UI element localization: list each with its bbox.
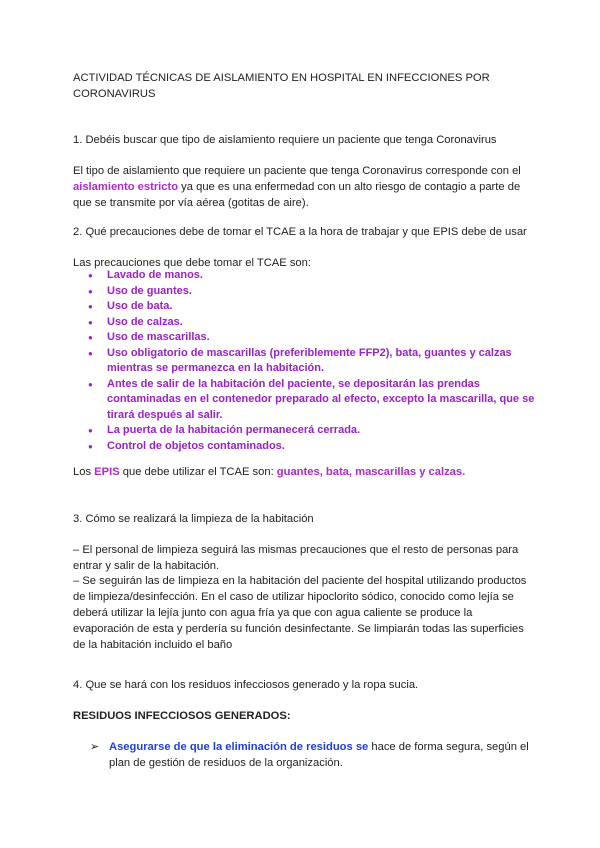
precautions-list [88,268,538,454]
waste-item-rest: hace de forma segura, según el plan de gestión de residuos de la organización. [109,741,529,769]
waste-item-highlight: Asegurarse de que la eliminación de residuos se [109,741,369,753]
epis-list: guantes, bata, mascarillas y calzas. [276,466,466,478]
answer-1-highlight: aislamiento estricto [73,181,179,193]
question-1: 1. Debéis buscar que tipo de aislamiento requiere un paciente que tenga Coronavirus [73,134,497,146]
answer-1-pre: El tipo de aislamiento que requiere un paciente que tenga Coronavirus corresponde con el [73,165,521,177]
list-item: ● Control de objetos contaminados. [88,439,538,455]
list-item: ● La puerta de la habitación permanecerá cerrada. [88,423,538,439]
list-item: ● Uso de guantes. [88,284,538,300]
list-item: ● Uso de bata. [88,299,538,315]
list-item: ● Uso obligatorio de mascarillas (preferiblemente FFP2), bata, guantes y calzas mientras se permanezca en la habitación. [88,346,538,377]
question-4: 4. Que se hará con los residuos infecciosos generado y la ropa sucia. [73,679,419,691]
list-item: ● Uso de mascarillas. [88,330,538,346]
list-item: ● Uso de calzas. [88,315,538,331]
waste-heading: RESIDUOS INFECCIOSOS GENERADOS: [73,710,291,722]
cleaning-para-2: – Se seguirán las de limpieza en la habitación del paciente del hospital utilizando productos de limpieza/desinfección. En el caso de utilizar hipoclorito sódico, conocido como lejía se deberá utilizar la lejía junto con agua fría ya que con agua caliente se produce la evaporación de esta y perdería su función desinfectante. Se limpiarán todas las superficies de la habitación incluido el baño [73,575,527,651]
precautions-intro: Las precauciones que debe tomar el TCAE son: [73,257,311,269]
waste-item-text [90,739,530,771]
question-2: 2. Qué precauciones debe de tomar el TCAE a la hora de trabajar y que EPIS debe de usar [73,226,527,238]
list-item: ● Antes de salir de la habitación del paciente, se depositarán las prendas contaminadas en el contenedor preparado al efecto, excepto la mascarilla, que se tirará después al salir. [88,377,538,424]
epis-mid: que debe utilizar el TCAE son: [119,466,277,478]
answer-1 [73,163,528,211]
epis-pre: Los [73,466,95,478]
cleaning-para-1: – El personal de limpieza seguirá las mismas precauciones que el resto de personas para entrar y salir de la habitación. [73,544,519,572]
epis-word: EPIS [94,466,120,478]
question-3: 3. Cómo se realizará la limpieza de la habitación [73,513,314,525]
epis-line [73,464,533,480]
answer-1-post: ya que es una enfermedad con un alto riesgo de contagio a parte de que se transmite por vía aérea (gotitas de aire). [73,181,521,209]
waste-item [90,739,530,771]
arrow-bullet-icon: ➢ [90,741,100,753]
list-item: ● Lavado de manos. [88,268,538,284]
document-title: ACTIVIDAD TÉCNICAS DE AISLAMIENTO EN HOSPITAL EN INFECCIONES POR CORONAVIRUS [73,72,490,100]
